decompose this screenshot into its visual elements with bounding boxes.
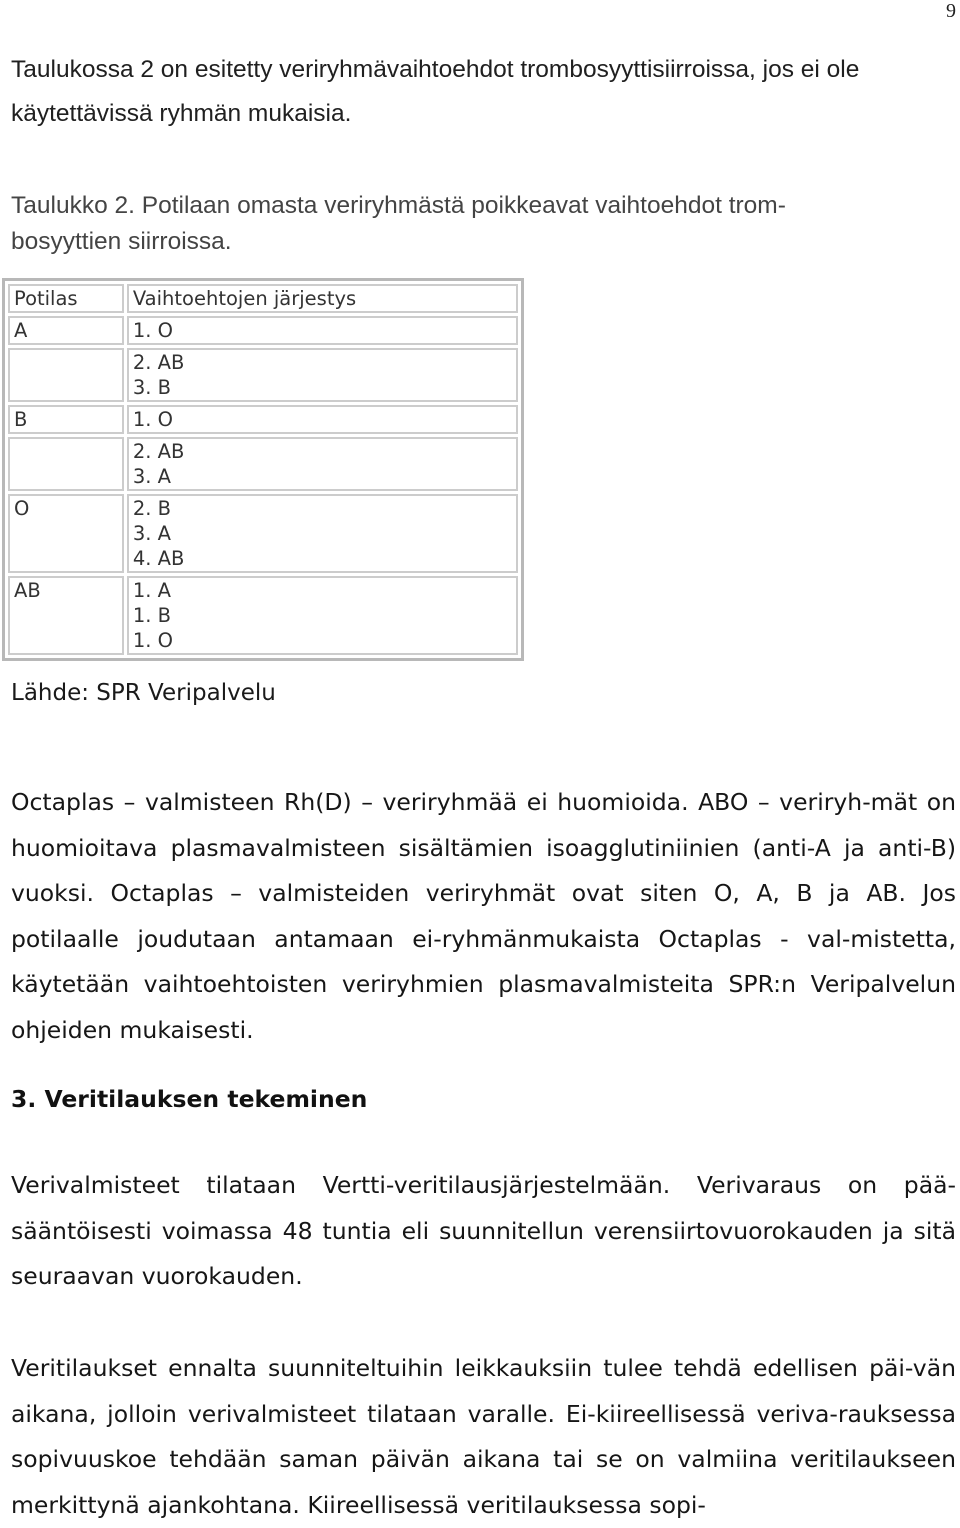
options-cell [127,316,518,345]
blood-group-table [2,278,524,661]
table-caption-line-1: Taulukko 2. Potilaan omasta veriryhmästä poikkeavat vaihtoehdot trom- [11,192,786,219]
option-item: 1. O [132,408,173,431]
option-item: 1. O [132,319,173,342]
table-row [8,576,518,655]
table-row [8,316,518,345]
paragraph-planned: Veritilaukset ennalta suunniteltuihin leikkauksiin tulee tehdä edellisen päi-vän aikana, jolloin verivalmisteet tilataan varalle. Ei-kiireellisessä veriva-rauksessa sopivuuskoe tehdään saman päivän aikana tai se on valmiina veritilaukseen merkittynä ajankohtana. Kiireellisessä veritilauksessa sopi- [11,1354,956,1519]
option-item: 1. O [132,629,173,652]
table-header-row [8,284,518,313]
patient-cell: B [8,405,124,434]
paragraph-order: Verivalmisteet tilataan Vertti-veritilausjärjestelmään. Verivaraus on pää-sääntöisesti voimassa 48 tuntia eli suunnitellun verensiirtovuorokauden ja sitä seuraavan vuorokauden. [11,1171,956,1290]
section-heading: 3. Veritilauksen tekeminen [11,1085,368,1113]
option-item: 1. B [132,604,172,627]
table-caption-line-2: bosyyttien siirroissa. [11,228,232,255]
table-row [8,348,518,402]
table-caption [11,188,956,260]
patient-cell: A [8,316,124,345]
option-item: 4. AB [132,547,185,570]
option-item: 3. A [132,522,171,545]
options-cell [127,494,518,573]
option-item: 2. B [132,497,172,520]
options-cell [127,576,518,655]
patient-cell [8,348,124,402]
header-options: Vaihtoehtojen järjestys [127,284,518,313]
table-row [8,405,518,434]
option-item: 3. A [132,465,171,488]
option-item: 2. AB [132,351,185,374]
options-cell [127,405,518,434]
table-source: Lähde: SPR Veripalvelu [11,680,276,706]
option-item: 2. AB [132,440,185,463]
patient-cell: O [8,494,124,573]
option-item: 3. B [132,376,172,399]
option-item: 1. A [132,579,171,602]
options-cell [127,348,518,402]
patient-cell: AB [8,576,124,655]
header-patient: Potilas [8,284,124,313]
intro-paragraph: Taulukossa 2 on esitetty veriryhmävaihtoehdot trombosyyttisiirroissa, jos ei ole käytettävissä ryhmän mukaisia. [11,56,860,127]
page-number: 9 [946,0,956,22]
paragraph-octaplas: Octaplas – valmisteen Rh(D) – veriryhmää ei huomioida. ABO – veriryh-mät on huomioitava plasmavalmisteen sisältämien isoagglutiniinien (anti-A ja anti-B) vuoksi. Octaplas – valmisteiden veriryhmät ovat siten O, A, B ja AB. Jos potilaalle joudutaan antamaan ei-ryhmänmukaista Octaplas - val-mistetta, käytetään vaihtoehtoisten veriryhmien plasmavalmisteita SPR:n Veripalvelun ohjeiden mukaisesti. [11,788,956,1044]
table-row [8,437,518,491]
patient-cell [8,437,124,491]
table-row [8,494,518,573]
options-cell [127,437,518,491]
